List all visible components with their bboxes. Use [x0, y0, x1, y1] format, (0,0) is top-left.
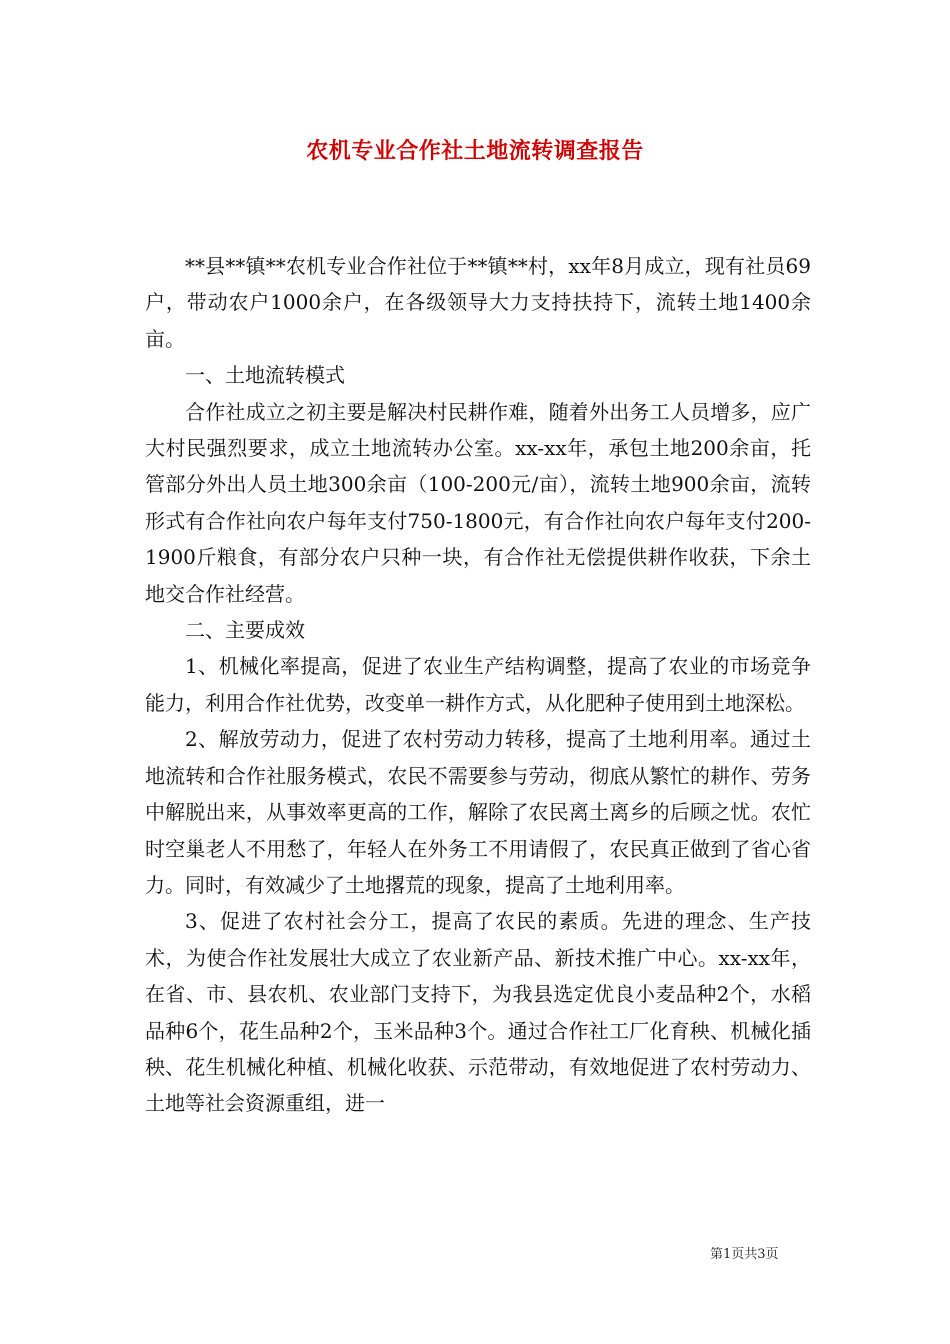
- document-body: [145, 248, 811, 1122]
- section-heading-1: 一、土地流转模式: [185, 363, 345, 388]
- paragraph-transfer-mode: 合作社成立之初主要是解决村民耕作难，随着外出务工人员增多，应广大村民强烈要求，成立土地流转办公室。xx-xx年，承包土地200余亩，托管部分外出人员土地300余亩（100-200元/亩），流转土地900余亩，流转形式有合作社向农户每年支付750-1800元，有合作社向农户每年支付200-1900斤粮食，有部分农户只种一块，有合作社无偿提供耕作收获，下余土地交合作社经营。: [145, 399, 811, 606]
- paragraph-intro: **县**镇**农机专业合作社位于**镇**村，xx年8月成立，现有社员69户，带动农户1000余户，在各级领导大力支持扶持下，流转土地1400余亩。: [145, 254, 811, 351]
- document-title: 农机专业合作社土地流转调查报告: [306, 138, 644, 164]
- page-number: 第1页共3页: [710, 1247, 779, 1262]
- section-heading-2: 二、主要成效: [185, 618, 305, 643]
- paragraph-result-1: 1、机械化率提高，促进了农业生产结构调整，提高了农业的市场竞争能力，利用合作社优势，改变单一耕作方式，从化肥种子使用到土地深松。: [145, 654, 811, 715]
- paragraph-result-2: 2、解放劳动力，促进了农村劳动力转移，提高了土地利用率。通过土地流转和合作社服务模式，农民不需要参与劳动，彻底从繁忙的耕作、劳务中解脱出来，从事效率更高的工作，解除了农民离土离乡的后顾之忧。农忙时空巢老人不用愁了，年轻人在外务工不用请假了，农民真正做到了省心省力。同时，有效减少了土地撂荒的现象，提高了土地利用率。: [145, 727, 811, 897]
- paragraph-result-3: 3、促进了农村社会分工，提高了农民的素质。先进的理念、生产技术，为使合作社发展壮大成立了农业新产品、新技术推广中心。xx-xx年，在省、市、县农机、农业部门支持下，为我县选定优良小麦品种2个，水稻品种6个，花生品种2个，玉米品种3个。通过合作社工厂化育秧、机械化插秧、花生机械化种植、机械化收获、示范带动，有效地促进了农村劳动力、土地等社会资源重组，进一: [145, 909, 811, 1116]
